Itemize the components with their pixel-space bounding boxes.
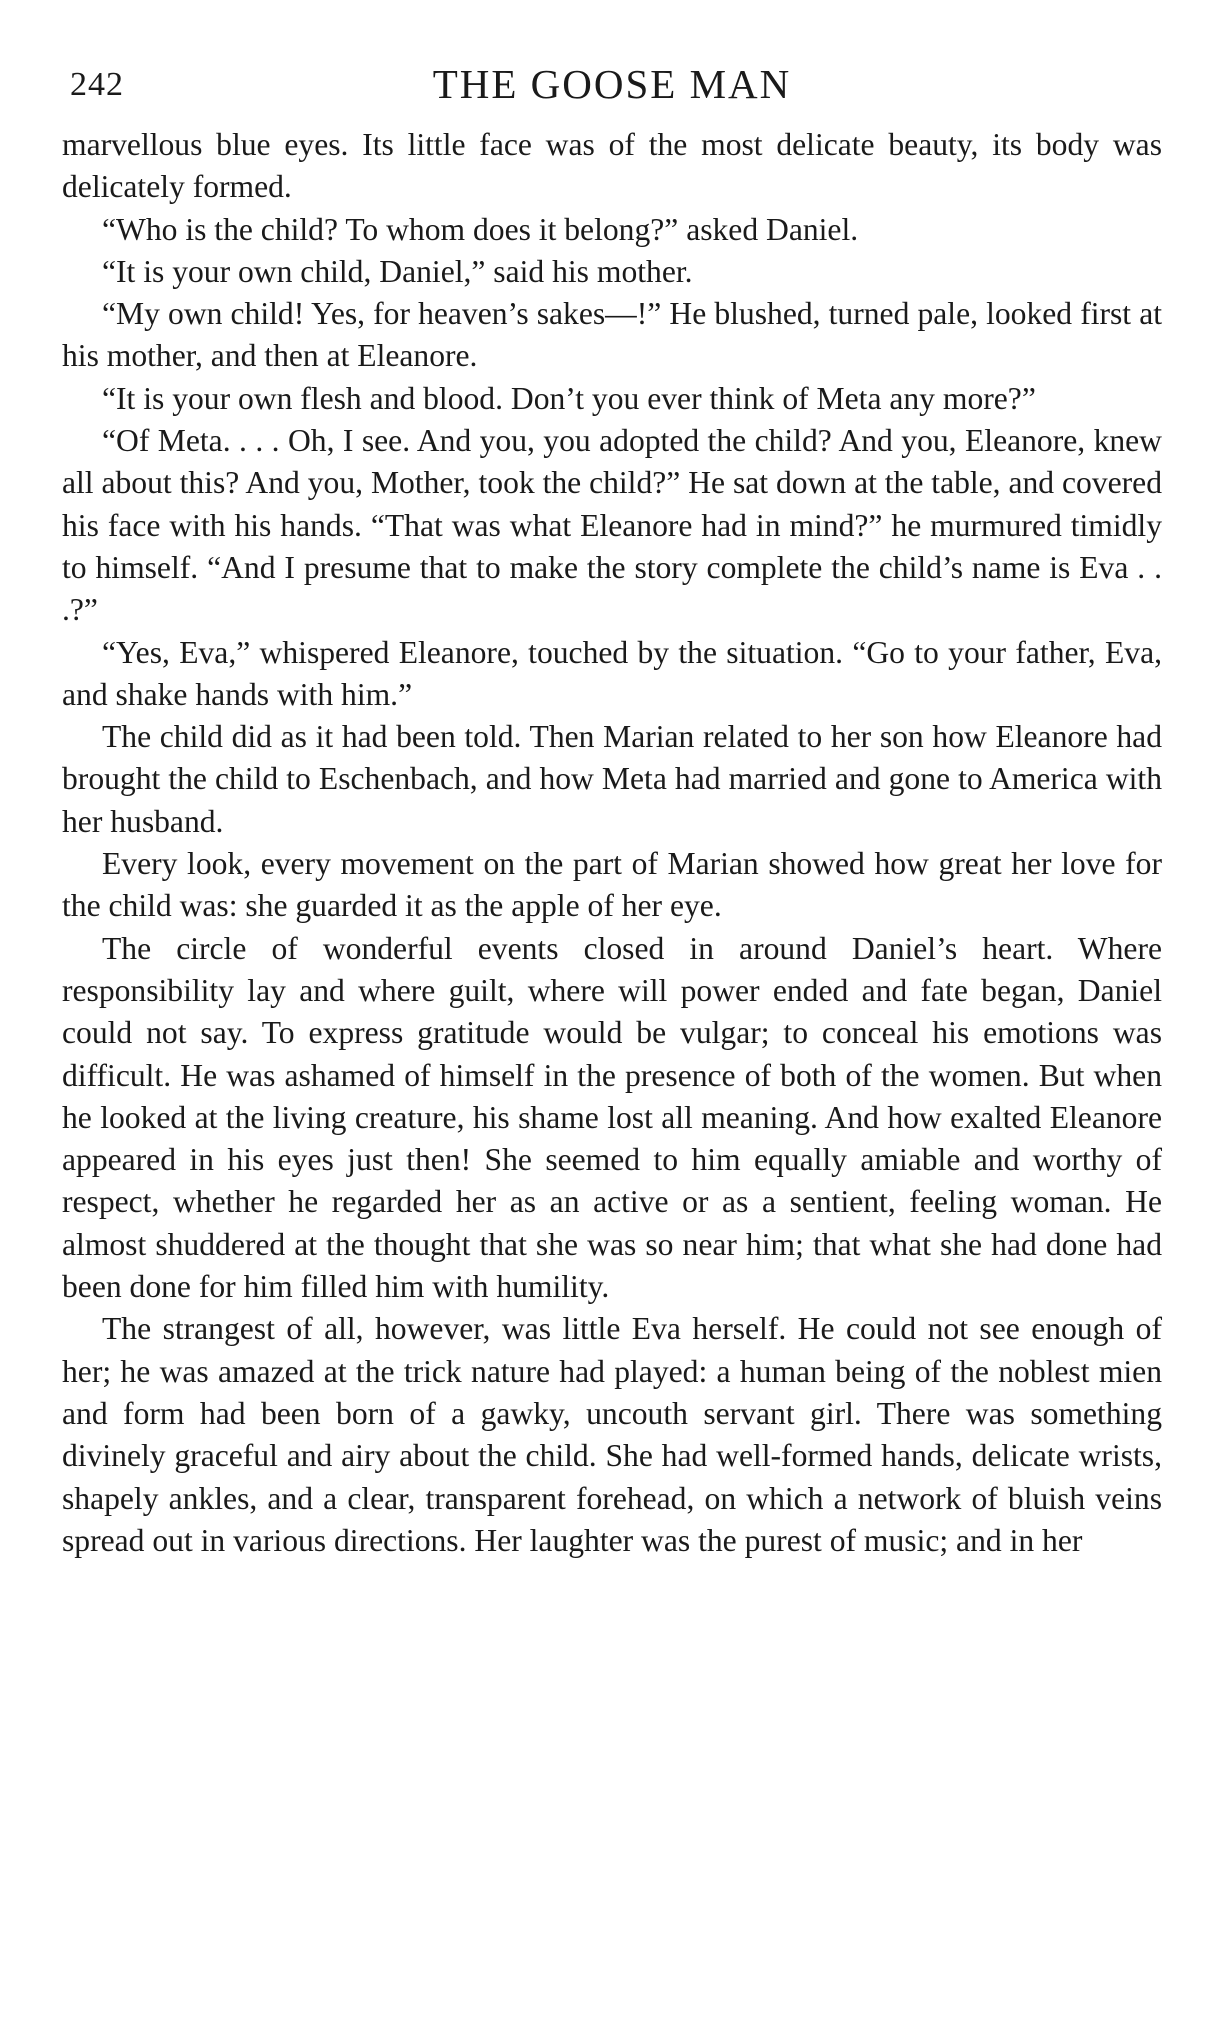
- body-text: [62, 124, 1162, 1562]
- paragraph: “It is your own child, Daniel,” said his mother.: [102, 253, 693, 289]
- paragraph: “Yes, Eva,” whispered Eleanore, touched by the situation. “Go to your father, Eva, and shake hands with him.”: [62, 634, 1162, 712]
- paragraph: marvellous blue eyes. Its little face was of the most delicate beauty, its body was delicately formed.: [62, 127, 1162, 205]
- paragraph: Every look, every movement on the part of Marian showed how great her love for the child was: she guarded it as the apple of her eye.: [62, 846, 1162, 924]
- running-head: [62, 60, 1162, 116]
- paragraph: “Of Meta. . . . Oh, I see. And you, you adopted the child? And you, Eleanore, knew all about this? And you, Mother, took the child?” He sat down at the table, and covered his face with his hands. “That was what Eleanore had in mind?” he murmured timidly to himself. “And I presume that to make the story complete the child’s name is Eva . . .?”: [62, 423, 1162, 628]
- paragraph: The child did as it had been told. Then Marian related to her son how Eleanore had brought the child to Eschenbach, and how Meta had married and gone to America with her husband.: [62, 719, 1162, 839]
- book-page: [62, 60, 1162, 1562]
- book-title: THE GOOSE MAN: [432, 61, 792, 107]
- paragraph: “My own child! Yes, for heaven’s sakes—!” He blushed, turned pale, looked first at his mother, and then at Eleanore.: [62, 296, 1162, 374]
- paragraph: “It is your own flesh and blood. Don’t you ever think of Meta any more?”: [102, 380, 1036, 416]
- paragraph: The circle of wonderful events closed in around Daniel’s heart. Where responsibility lay and where guilt, where will power ended and fate began, Daniel could not say. To express gratitude would be vulgar; to conceal his emotions was difficult. He was ashamed of himself in the presence of both of the women. But when he looked at the living creature, his shame lost all meaning. And how exalted Eleanore appeared in his eyes just then! She seemed to him equally amiable and worthy of respect, whether he regarded her as an active or as a sentient, feeling woman. He almost shuddered at the thought that she was so near him; that what she had done had been done for him filled him with humility.: [62, 930, 1162, 1305]
- paragraph: The strangest of all, however, was little Eva herself. He could not see enough of her; he was amazed at the trick nature had played: a human being of the noblest mien and form had been born of a gawky, uncouth servant girl. There was something divinely graceful and airy about the child. She had well-formed hands, delicate wrists, shapely ankles, and a clear, transparent forehead, on which a network of bluish veins spread out in various directions. Her laughter was the purest of music; and in her: [62, 1311, 1162, 1558]
- page-number: 242: [70, 66, 124, 103]
- paragraph: “Who is the child? To whom does it belong?” asked Daniel.: [102, 211, 859, 247]
